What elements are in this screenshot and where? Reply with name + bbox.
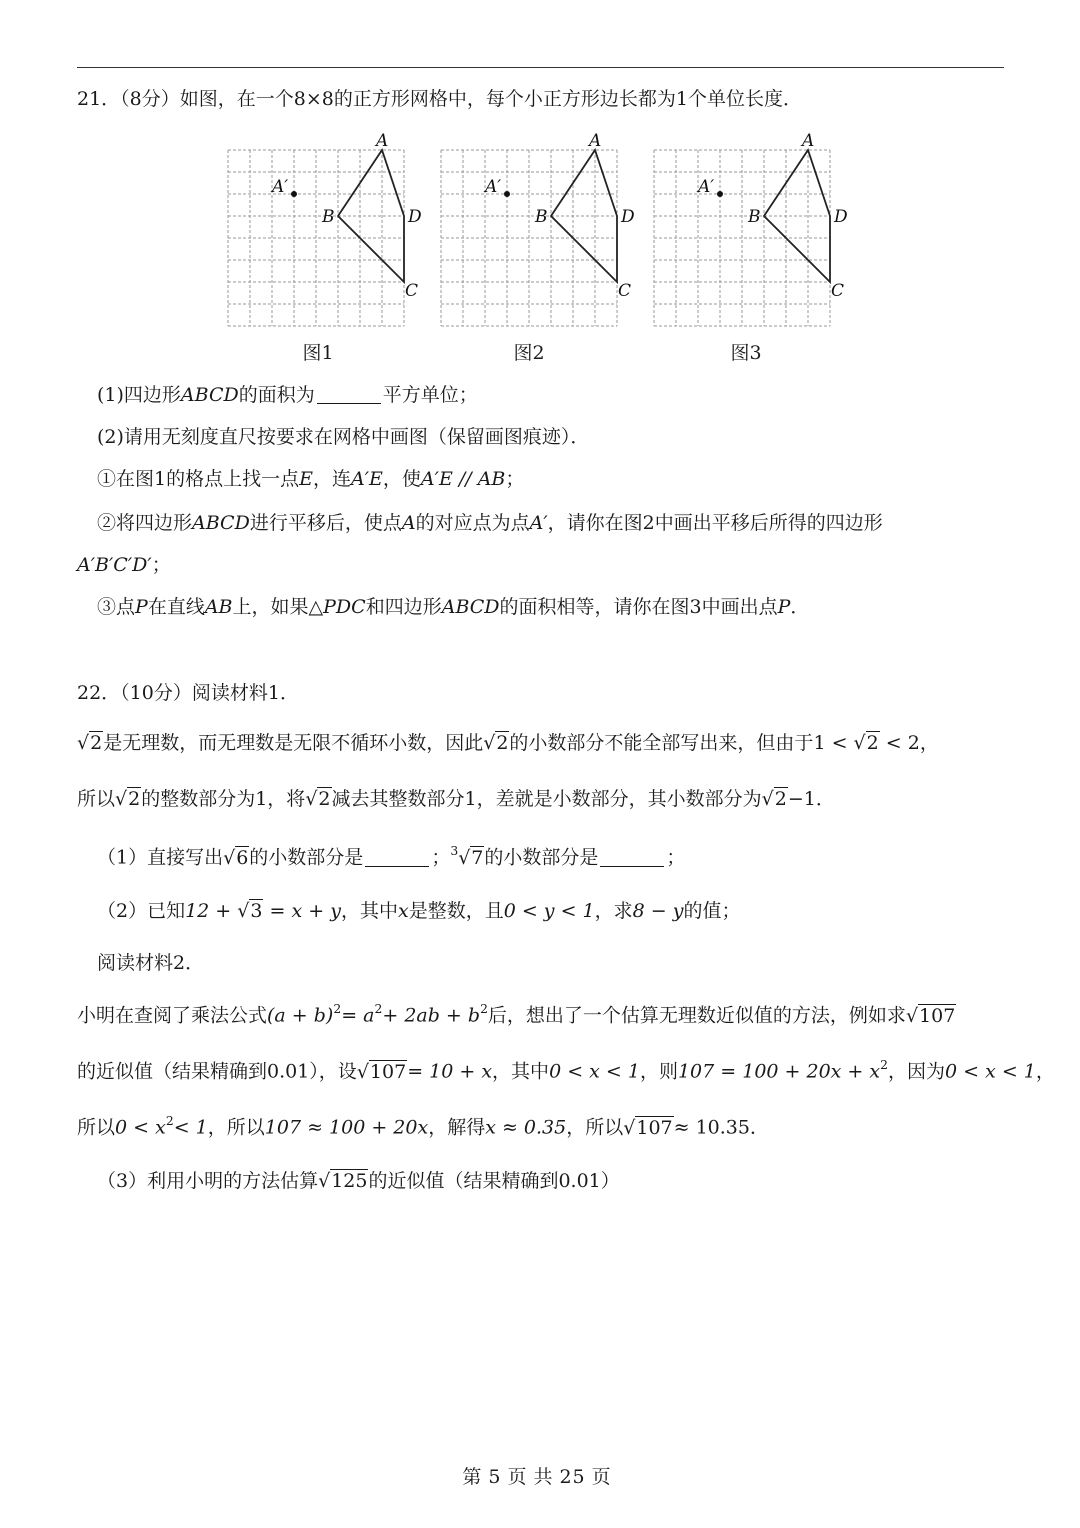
point-a-prime: [291, 191, 297, 197]
q22-material2-line1: 小明在查阅了乘法公式$(a + b)^2= a^2+ 2ab + b^2$后，想出了一个估算无理数近似值的方法，例如求√107: [77, 1002, 956, 1027]
answer-blank[interactable]: [600, 847, 664, 867]
grid-figure-2: [433, 130, 633, 330]
q22-material2-header: 阅读材料2．: [97, 952, 205, 974]
label-a-prime: A′: [485, 177, 502, 197]
label-d: D: [621, 207, 635, 227]
q22-material2-line3: 所以$0 < x^2< 1$，所以107 ≈ 100 + 20x，解得x ≈ 0.35，所以√107≈ 10.35．: [77, 1114, 769, 1139]
label-d: D: [834, 207, 848, 227]
figure-3-caption: 图3: [730, 342, 762, 364]
answer-blank[interactable]: [317, 384, 381, 404]
label-b: B: [322, 207, 335, 227]
label-b: B: [748, 207, 761, 227]
label-c: C: [831, 281, 845, 301]
q22-material2-line2: 的近似值（结果精确到0.01），设√107= 10 + x，其中0 < x < 1，则$107 = 100 + 20x + x^2$，因为0 < x < 1，: [77, 1058, 1055, 1083]
figure-2-caption: 图2: [513, 342, 545, 364]
label-b: B: [535, 207, 548, 227]
q21-part1: (1)四边形ABCD的面积为 平方单位；: [97, 384, 478, 406]
label-c: C: [618, 281, 632, 301]
label-a: A: [802, 131, 815, 151]
figure-1-caption: 图1: [302, 342, 334, 364]
label-d: D: [408, 207, 422, 227]
label-a-prime: A′: [698, 177, 715, 197]
figure-2: [433, 130, 633, 370]
point-a-prime: [717, 191, 723, 197]
point-a-prime: [504, 191, 510, 197]
page-footer: 第 5 页 共 25 页: [462, 1466, 612, 1488]
grid-figure-3: [646, 130, 846, 330]
q22-part1: （1）直接写出√6的小数部分是 ；$^3$√7的小数部分是 ；: [97, 844, 686, 869]
top-rule: [77, 67, 1004, 68]
label-c: C: [405, 281, 419, 301]
q21-sub2-cont: A′B′C′D′；: [77, 554, 171, 576]
figure-3: [646, 130, 846, 370]
q22-material1-line1: √2是无理数，而无理数是无限不循环小数，因此√2的小数部分不能全部写出来，但由于1 < √2 < 2，: [77, 732, 939, 754]
q21-part2: (2)请用无刻度直尺按要求在网格中画图（保留画图痕迹）．: [97, 426, 590, 448]
q22-material1-line2: 所以√2的整数部分为1，将√2减去其整数部分1，差就是小数部分，其小数部分为√2−1．: [77, 788, 835, 810]
q21-sub2: ②将四边形ABCD进行平移后，使点A的对应点为点A′，请你在图2中画出平移后所得的四边形: [97, 512, 883, 534]
label-a-prime: A′: [272, 177, 289, 197]
q21-sub3: ③点P在直线AB上，如果△PDC和四边形ABCD的面积相等，请你在图3中画出点P．: [97, 596, 810, 618]
q22-part2: （2）已知12 + √3 = x + y，其中x是整数，且0 < y < 1，求8 − y的值；: [97, 900, 741, 922]
q22-part3: （3）利用小明的方法估算√125的近似值（结果精确到0.01）: [97, 1170, 620, 1192]
grid-figure-1: [220, 130, 420, 330]
label-a: A: [376, 131, 389, 151]
q22-header: 22．（10分）阅读材料1．: [77, 682, 299, 704]
q21-sub1: ①在图1的格点上找一点E，连A′E，使A′E // AB；: [97, 468, 525, 490]
figure-1: [220, 130, 420, 370]
label-a: A: [589, 131, 602, 151]
q21-header: 21．（8分）如图，在一个8×8的正方形网格中，每个小正方形边长都为1个单位长度．: [77, 88, 802, 110]
answer-blank[interactable]: [365, 847, 429, 867]
